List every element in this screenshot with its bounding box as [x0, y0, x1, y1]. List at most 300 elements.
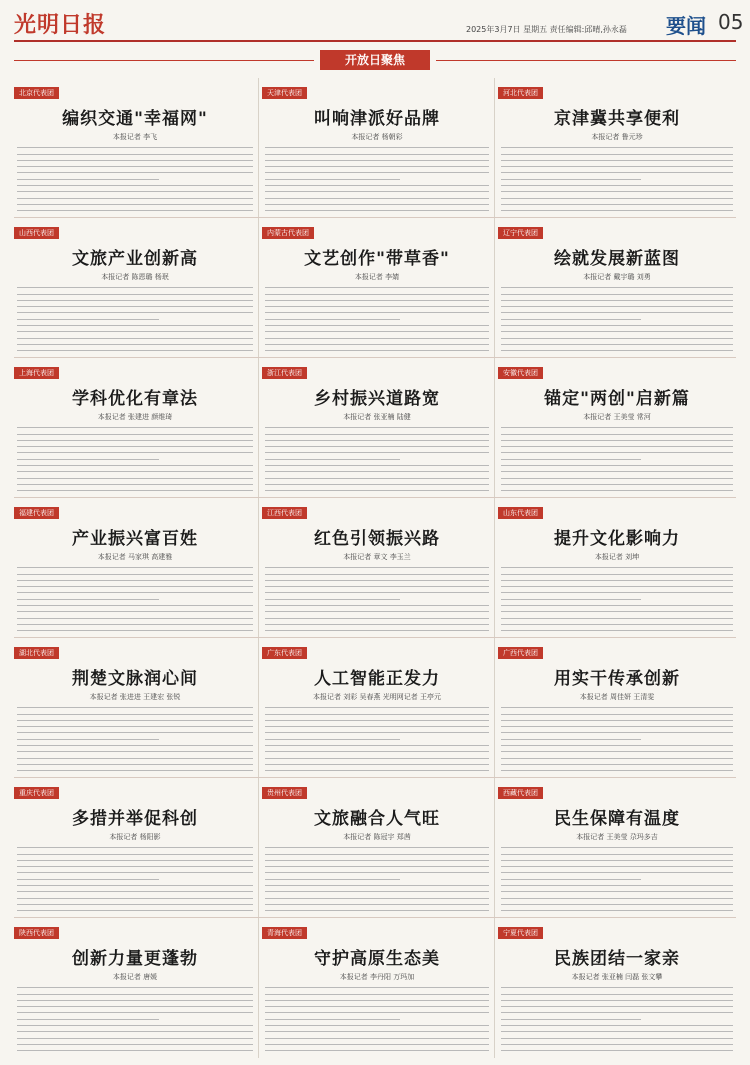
body-text-line: [501, 994, 733, 995]
article-byline: 本报记者 章文 李玉兰: [343, 553, 411, 561]
article-byline: 本报记者 李飞: [112, 133, 158, 141]
body-text-line: [501, 904, 733, 905]
body-text-line: [265, 994, 489, 995]
article-byline: 本报记者 张亚楠 闫磊 张文攀: [571, 973, 663, 981]
body-text-line: [265, 605, 489, 606]
body-text-line: [265, 185, 489, 186]
body-text-line: [265, 860, 489, 861]
article-headline: 编织交通"幸福网": [62, 109, 208, 129]
region-tag: 山西代表团: [14, 227, 59, 239]
body-text-line: [501, 624, 733, 625]
article-headline: 民生保障有温度: [554, 809, 680, 829]
article-byline: 本报记者 陈恩璐 杨珉: [101, 273, 169, 281]
article-headline: 文艺创作"带草香": [304, 249, 450, 269]
article-byline: 本报记者 杨朝彩: [351, 133, 403, 141]
article-body: [14, 987, 256, 1054]
body-text-line: [501, 306, 733, 307]
article: [498, 640, 736, 774]
article-headline: 文旅产业创新高: [72, 249, 198, 269]
body-text-line: [501, 471, 733, 472]
body-text-line: [17, 1000, 253, 1001]
body-text-line: [265, 465, 489, 466]
region-tag: 西藏代表团: [498, 787, 543, 799]
body-text-line: [265, 567, 489, 568]
body-text-line: [501, 440, 733, 441]
body-text-line: [17, 478, 253, 479]
body-text-line: [17, 198, 253, 199]
article: [498, 220, 736, 354]
body-text-line: [17, 179, 159, 180]
body-text-line: [265, 751, 489, 752]
body-text-line: [501, 1050, 733, 1051]
body-text-line: [501, 879, 641, 880]
article-headline: 用实干传承创新: [554, 669, 680, 689]
body-text-line: [265, 471, 489, 472]
column-separator: [258, 78, 259, 1058]
body-text-line: [17, 191, 253, 192]
body-text-line: [265, 434, 489, 435]
body-text-line: [265, 478, 489, 479]
region-tag: 浙江代表团: [262, 367, 307, 379]
body-text-line: [501, 1006, 733, 1007]
dateline: 2025年3月7日 星期五 责任编辑:邱晴,孙永磊: [466, 25, 627, 34]
article-body: [14, 147, 256, 214]
body-text-line: [17, 1012, 253, 1013]
article-headline: 产业振兴富百姓: [72, 529, 198, 549]
body-text-line: [501, 720, 733, 721]
article-body: [14, 287, 256, 354]
body-text-line: [265, 904, 489, 905]
row-rule: [14, 777, 736, 778]
body-text-line: [265, 319, 400, 320]
article: [14, 360, 256, 494]
article-byline: 本报记者 张建进 颜维琦: [97, 413, 173, 421]
body-text-line: [265, 624, 489, 625]
body-text-line: [501, 910, 733, 911]
body-text-line: [265, 210, 489, 211]
region-tag: 安徽代表团: [498, 367, 543, 379]
body-text-line: [17, 879, 159, 880]
article: [262, 500, 492, 634]
body-text-line: [265, 910, 489, 911]
body-text-line: [501, 758, 733, 759]
body-text-line: [265, 586, 489, 587]
body-text-line: [501, 630, 733, 631]
body-text-line: [501, 478, 733, 479]
body-text-line: [501, 891, 733, 892]
article-body: [498, 707, 736, 774]
body-text-line: [265, 618, 489, 619]
article-body: [14, 707, 256, 774]
body-text-line: [265, 987, 489, 988]
section-name: 要闻: [666, 14, 706, 38]
row-rule: [14, 217, 736, 218]
region-tag: 江西代表团: [262, 507, 307, 519]
body-text-line: [17, 294, 253, 295]
article-body: [262, 567, 492, 634]
body-text-line: [17, 154, 253, 155]
body-text-line: [501, 154, 733, 155]
article-body: [262, 707, 492, 774]
article: [14, 780, 256, 914]
body-text-line: [265, 611, 489, 612]
body-text-line: [265, 599, 400, 600]
body-text-line: [17, 434, 253, 435]
article: [498, 80, 736, 214]
body-text-line: [17, 1044, 253, 1045]
body-text-line: [17, 567, 253, 568]
body-text-line: [17, 306, 253, 307]
article-headline: 锚定"两创"启新篇: [544, 389, 690, 409]
body-text-line: [501, 885, 733, 886]
body-text-line: [265, 866, 489, 867]
body-text-line: [265, 338, 489, 339]
body-text-line: [265, 580, 489, 581]
row-rule: [14, 357, 736, 358]
body-text-line: [265, 1044, 489, 1045]
body-text-line: [501, 872, 733, 873]
body-text-line: [17, 166, 253, 167]
body-text-line: [501, 350, 733, 351]
article-body: [262, 287, 492, 354]
body-text-line: [265, 891, 489, 892]
body-text-line: [17, 586, 253, 587]
body-text-line: [501, 1044, 733, 1045]
body-text-line: [501, 166, 733, 167]
page-number: 05: [718, 10, 744, 34]
body-text-line: [17, 745, 253, 746]
banner-rule-left: [14, 60, 314, 61]
article: [14, 80, 256, 214]
article-headline: 学科优化有章法: [72, 389, 198, 409]
body-text-line: [265, 1050, 489, 1051]
body-text-line: [265, 172, 489, 173]
body-text-line: [265, 294, 489, 295]
body-text-line: [501, 484, 733, 485]
body-text-line: [17, 898, 253, 899]
body-text-line: [17, 350, 253, 351]
body-text-line: [17, 287, 253, 288]
article-byline: 本报记者 刘彩 吴春燕 光明网记者 王亭元: [313, 693, 441, 701]
body-text-line: [17, 854, 253, 855]
article-byline: 本报记者 王美莹 尕玛多吉: [576, 833, 658, 841]
banner-rule-right: [436, 60, 736, 61]
body-text-line: [501, 344, 733, 345]
article-body: [14, 567, 256, 634]
article-body: [262, 847, 492, 914]
body-text-line: [501, 866, 733, 867]
body-text-line: [17, 1006, 253, 1007]
body-text-line: [265, 1000, 489, 1001]
body-text-line: [265, 1019, 400, 1020]
body-text-line: [265, 872, 489, 873]
article-byline: 本报记者 鲁元珍: [591, 133, 643, 141]
body-text-line: [501, 987, 733, 988]
body-text-line: [17, 312, 253, 313]
region-tag: 湖北代表团: [14, 647, 59, 659]
region-tag: 重庆代表团: [14, 787, 59, 799]
article-headline: 人工智能正发力: [314, 669, 440, 689]
body-text-line: [17, 465, 253, 466]
article-body: [14, 427, 256, 494]
body-text-line: [17, 484, 253, 485]
body-text-line: [501, 204, 733, 205]
region-tag: 天津代表团: [262, 87, 307, 99]
body-text-line: [501, 465, 733, 466]
body-text-line: [17, 325, 253, 326]
article-byline: 本报记者 李婧: [354, 273, 400, 281]
region-tag: 河北代表团: [498, 87, 543, 99]
body-text-line: [501, 599, 641, 600]
body-text-line: [265, 758, 489, 759]
article-headline: 叫响津派好品牌: [314, 109, 440, 129]
body-text-line: [265, 879, 400, 880]
region-tag: 贵州代表团: [262, 787, 307, 799]
article: [498, 780, 736, 914]
body-text-line: [265, 720, 489, 721]
article-headline: 京津冀共享便利: [554, 109, 680, 129]
body-text-line: [17, 300, 253, 301]
body-text-line: [17, 726, 253, 727]
body-text-line: [17, 707, 253, 708]
body-text-line: [17, 1025, 253, 1026]
article-byline: 本报记者 李丹阳 万玛加: [339, 973, 415, 981]
body-text-line: [501, 434, 733, 435]
body-text-line: [501, 611, 733, 612]
body-text-line: [265, 1012, 489, 1013]
body-text-line: [501, 459, 641, 460]
region-tag: 内蒙古代表团: [262, 227, 314, 239]
article-byline: 本报记者 周佳妍 王清雯: [579, 693, 655, 701]
body-text-line: [501, 605, 733, 606]
article-body: [498, 287, 736, 354]
body-text-line: [265, 739, 400, 740]
body-text-line: [17, 319, 159, 320]
body-text-line: [265, 574, 489, 575]
body-text-line: [265, 847, 489, 848]
body-text-line: [501, 452, 733, 453]
body-text-line: [17, 172, 253, 173]
region-tag: 上海代表团: [14, 367, 59, 379]
body-text-line: [501, 751, 733, 752]
body-text-line: [501, 580, 733, 581]
body-text-line: [501, 726, 733, 727]
body-text-line: [265, 427, 489, 428]
body-text-line: [501, 300, 733, 301]
body-text-line: [265, 160, 489, 161]
body-text-line: [17, 739, 159, 740]
body-text-line: [17, 446, 253, 447]
body-text-line: [17, 770, 253, 771]
body-text-line: [265, 306, 489, 307]
article-body: [498, 147, 736, 214]
article-headline: 荆楚文脉润心间: [72, 669, 198, 689]
article-byline: 本报记者 张进进 王建宏 张锐: [89, 693, 181, 701]
article-headline: 多措并举促科创: [72, 809, 198, 829]
body-text-line: [265, 287, 489, 288]
article: [498, 500, 736, 634]
body-text-line: [17, 758, 253, 759]
body-text-line: [17, 331, 253, 332]
article-byline: 本报记者 张亚楠 陆健: [343, 413, 411, 421]
body-text-line: [17, 624, 253, 625]
body-text-line: [265, 630, 489, 631]
body-text-line: [501, 172, 733, 173]
body-text-line: [17, 720, 253, 721]
body-text-line: [17, 599, 159, 600]
body-text-line: [265, 191, 489, 192]
body-text-line: [501, 1025, 733, 1026]
body-text-line: [501, 210, 733, 211]
body-text-line: [501, 185, 733, 186]
article-headline: 文旅融合人气旺: [314, 809, 440, 829]
article: [498, 920, 736, 1054]
article-body: [14, 847, 256, 914]
newspaper-brand: 光明日报: [14, 12, 107, 38]
body-text-line: [265, 726, 489, 727]
article-headline: 守护高原生态美: [314, 949, 440, 969]
body-text-line: [17, 574, 253, 575]
body-text-line: [501, 287, 733, 288]
article-byline: 本报记者 唐媛: [112, 973, 158, 981]
body-text-line: [17, 891, 253, 892]
body-text-line: [17, 1038, 253, 1039]
body-text-line: [265, 714, 489, 715]
body-text-line: [265, 490, 489, 491]
body-text-line: [17, 204, 253, 205]
body-text-line: [17, 580, 253, 581]
body-text-line: [265, 331, 489, 332]
row-rule: [14, 497, 736, 498]
body-text-line: [265, 732, 489, 733]
body-text-line: [17, 1050, 253, 1051]
body-text-line: [265, 344, 489, 345]
region-tag: 北京代表团: [14, 87, 59, 99]
body-text-line: [265, 1031, 489, 1032]
body-text-line: [501, 312, 733, 313]
body-text-line: [17, 185, 253, 186]
article-headline: 民族团结一家亲: [554, 949, 680, 969]
article-byline: 本报记者 王美莹 常河: [583, 413, 651, 421]
body-text-line: [265, 154, 489, 155]
body-text-line: [265, 198, 489, 199]
body-text-line: [17, 732, 253, 733]
body-text-line: [501, 446, 733, 447]
body-text-line: [501, 147, 733, 148]
body-text-line: [17, 452, 253, 453]
body-text-line: [501, 732, 733, 733]
body-text-line: [501, 198, 733, 199]
body-text-line: [17, 344, 253, 345]
body-text-line: [501, 764, 733, 765]
masthead: [14, 8, 744, 42]
article-byline: 本报记者 陈冠宇 郑茜: [343, 833, 411, 841]
body-text-line: [501, 179, 641, 180]
body-text-line: [501, 191, 733, 192]
body-text-line: [501, 1031, 733, 1032]
body-text-line: [501, 1012, 733, 1013]
body-text-line: [265, 300, 489, 301]
body-text-line: [265, 204, 489, 205]
body-text-line: [265, 707, 489, 708]
region-tag: 宁夏代表团: [498, 927, 543, 939]
body-text-line: [501, 1038, 733, 1039]
body-text-line: [265, 446, 489, 447]
body-text-line: [17, 994, 253, 995]
body-text-line: [501, 854, 733, 855]
body-text-line: [501, 490, 733, 491]
region-tag: 广西代表团: [498, 647, 543, 659]
body-text-line: [265, 1038, 489, 1039]
article: [14, 500, 256, 634]
article-body: [498, 427, 736, 494]
body-text-line: [17, 592, 253, 593]
article-body: [262, 987, 492, 1054]
body-text-line: [17, 147, 253, 148]
body-text-line: [265, 459, 400, 460]
body-text-line: [501, 618, 733, 619]
article-byline: 本报记者 戴宇璐 刘勇: [583, 273, 651, 281]
body-text-line: [265, 770, 489, 771]
body-text-line: [265, 312, 489, 313]
body-text-line: [501, 745, 733, 746]
body-text-line: [17, 866, 253, 867]
article: [14, 220, 256, 354]
body-text-line: [501, 319, 641, 320]
topic-banner: 开放日聚焦: [320, 50, 430, 70]
body-text-line: [501, 592, 733, 593]
body-text-line: [17, 210, 253, 211]
body-text-line: [501, 325, 733, 326]
body-text-line: [17, 1019, 159, 1020]
body-text-line: [265, 1006, 489, 1007]
article-headline: 提升文化影响力: [554, 529, 680, 549]
article: [262, 920, 492, 1054]
body-text-line: [501, 574, 733, 575]
article: [262, 780, 492, 914]
body-text-line: [501, 427, 733, 428]
body-text-line: [17, 751, 253, 752]
article-body: [262, 147, 492, 214]
article-body: [498, 847, 736, 914]
body-text-line: [265, 1025, 489, 1026]
body-text-line: [17, 605, 253, 606]
body-text-line: [17, 427, 253, 428]
body-text-line: [17, 860, 253, 861]
body-text-line: [501, 847, 733, 848]
body-text-line: [501, 1000, 733, 1001]
body-text-line: [265, 484, 489, 485]
region-tag: 福建代表团: [14, 507, 59, 519]
body-text-line: [501, 898, 733, 899]
body-text-line: [265, 885, 489, 886]
body-text-line: [501, 338, 733, 339]
body-text-line: [265, 350, 489, 351]
article-byline: 本报记者 刘坤: [594, 553, 640, 561]
article: [262, 640, 492, 774]
body-text-line: [265, 592, 489, 593]
body-text-line: [265, 440, 489, 441]
article: [14, 920, 256, 1054]
body-text-line: [265, 325, 489, 326]
body-text-line: [17, 1031, 253, 1032]
body-text-line: [501, 739, 641, 740]
body-text-line: [17, 910, 253, 911]
body-text-line: [17, 490, 253, 491]
body-text-line: [501, 1019, 641, 1020]
region-tag: 山东代表团: [498, 507, 543, 519]
body-text-line: [17, 440, 253, 441]
